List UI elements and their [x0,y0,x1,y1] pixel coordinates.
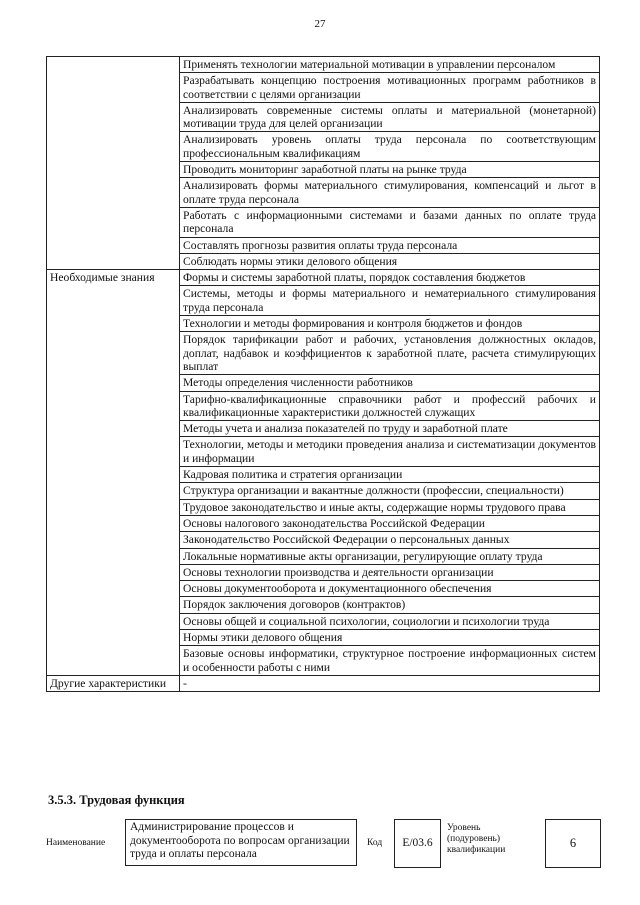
requirement-item: Проводить мониторинг заработной платы на рынке труда [180,162,600,178]
level-label: Уровень (подуровень) квалификации [447,823,506,855]
requirement-item: Основы документооборота и документационного обеспечения [180,581,600,597]
requirement-item: Соблюдать нормы этики делового общения [180,253,600,269]
requirement-item: - [180,675,600,691]
requirement-item: Формы и системы заработной платы, порядок составления бюджетов [180,270,600,286]
requirement-item: Технологии, методы и методики проведения анализа и систематизации документов и информации [180,437,600,467]
requirement-item: Анализировать уровень оплаты труда персонала по соответствующим профессиональным квалификациям [180,132,600,162]
requirement-item: Кадровая политика и стратегия организации [180,467,600,483]
requirement-item: Локальные нормативные акты организации, регулирующие оплату труда [180,548,600,564]
table-row [47,270,600,286]
requirements-table [46,56,600,692]
requirement-item: Трудовое законодательство и иные акты, содержащие нормы трудового права [180,499,600,515]
requirement-item: Анализировать формы материального стимулирования, компенсаций и льгот в оплате труда персонала [180,178,600,208]
table-row [47,675,600,691]
requirement-item: Порядок тарификации работ и рабочих, установления должностных окладов, доплат, надбавок и коэффициентов к заработной плате, расчета стимулирующих выплат [180,332,600,375]
requirement-item: Системы, методы и формы материального и нематериального стимулирования труда персонала [180,286,600,316]
function-name-value: Администрирование процессов и документооборота по вопросам организации труда и оплаты персонала [130,821,350,860]
requirement-item: Технологии и методы формирования и контроля бюджетов и фондов [180,316,600,332]
requirement-item: Анализировать современные системы оплаты и материальной (монетарной) мотивации труда для целей организации [180,102,600,132]
name-label: Наименование [46,838,106,848]
requirement-item: Применять технологии материальной мотивации в управлении персоналом [180,57,600,73]
requirement-item: Законодательство Российской Федерации о персональных данных [180,532,600,548]
row-label: Другие характеристики [47,675,180,691]
code-box [394,819,441,868]
requirement-item: Работать с информационными системами и базами данных по оплате труда персонала [180,207,600,237]
requirement-item: Составлять прогнозы развития оплаты труда персонала [180,237,600,253]
requirement-item: Основы налогового законодательства Российской Федерации [180,515,600,531]
requirement-item: Нормы этики делового общения [180,629,600,645]
requirement-item: Структура организации и вакантные должности (профессии, специальности) [180,483,600,499]
page-number: 27 [314,18,326,30]
level-value: 6 [569,836,577,850]
requirement-item: Порядок заключения договоров (контрактов) [180,597,600,613]
function-name-box [125,819,357,866]
level-box [545,819,601,868]
table-row [47,57,600,73]
row-label [47,57,180,270]
requirement-item: Тарифно-квалификационные справочники работ и профессий рабочих и квалификационные характеристики должностей служащих [180,391,600,421]
code-label: Код [367,838,383,848]
requirement-item: Основы общей и социальной психологии, социологии и психологии труда [180,613,600,629]
requirement-item: Методы учета и анализа показателей по труду и заработной плате [180,421,600,437]
code-value: E/03.6 [402,837,433,849]
requirement-item: Основы технологии производства и деятельности организации [180,564,600,580]
requirement-item: Базовые основы информатики, структурное построение информационных систем и особенности работы с ними [180,646,600,676]
requirement-item: Разрабатывать концепцию построения мотивационных программ работников в соответствии с целями организации [180,73,600,103]
requirement-item: Методы определения численности работников [180,375,600,391]
section-heading: 3.5.3. Трудовая функция [48,793,185,807]
row-label: Необходимые знания [47,270,180,676]
